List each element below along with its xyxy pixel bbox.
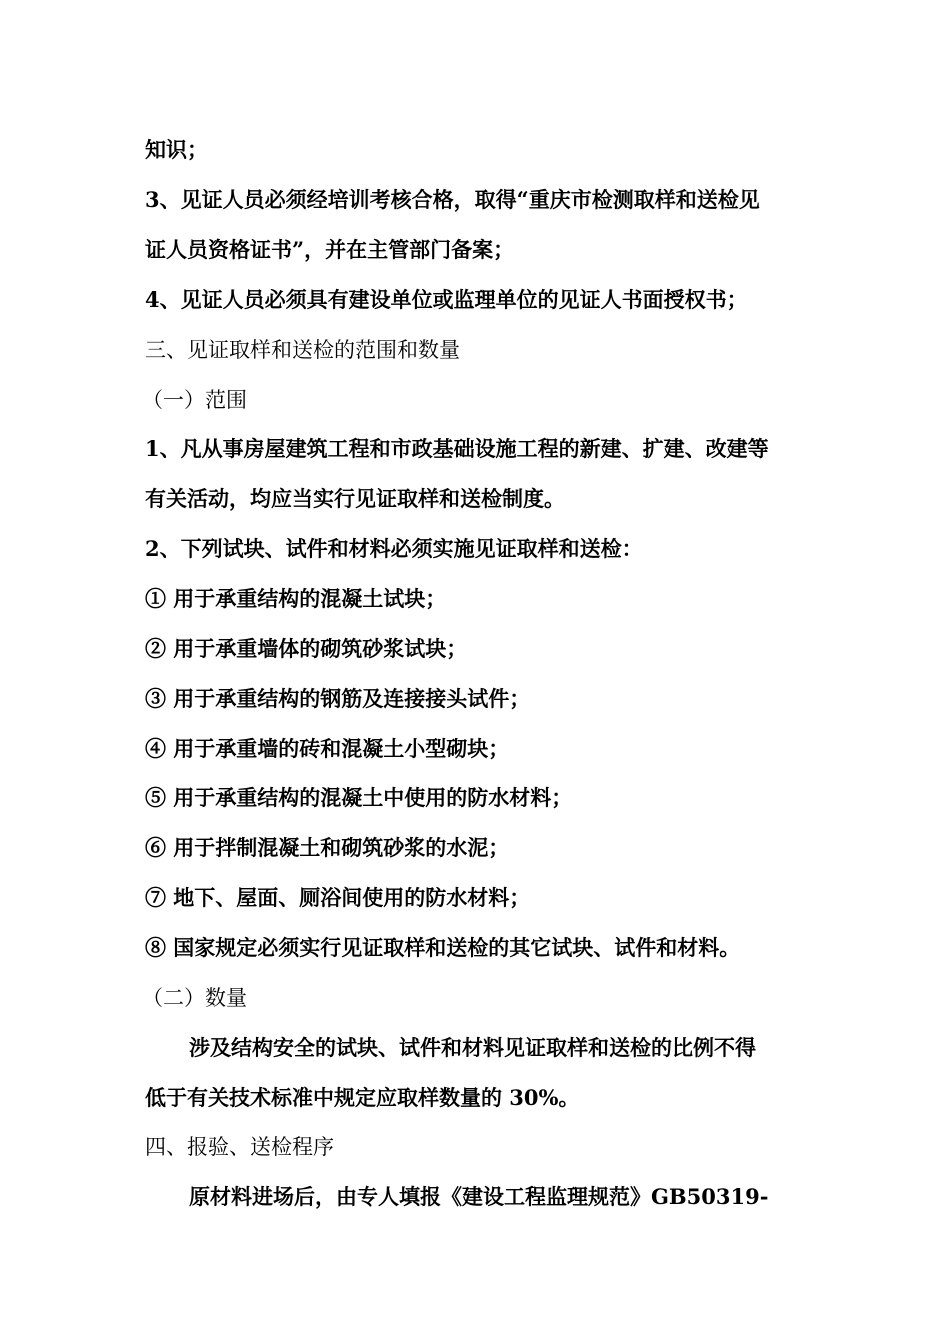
list-item: ③ 用于承重结构的钢筋及连接接头试件； <box>145 686 531 711</box>
list-item: ⑧ 国家规定必须实行见证取样和送检的其它试块、试件和材料。 <box>145 935 741 960</box>
paragraph-line: 证人员资格证书”，并在主管部门备案； <box>145 237 515 262</box>
paragraph-line: 3、见证人员必须经培训考核合格，取得“重庆市检测取样和送检见 <box>145 187 760 212</box>
section-heading: 四、报验、送检程序 <box>145 1135 334 1159</box>
list-item: ① 用于承重结构的混凝土试块； <box>145 586 447 611</box>
list-item: ⑤ 用于承重结构的混凝土中使用的防水材料； <box>145 785 573 810</box>
paragraph-line: 原材料进场后，由专人填报《建设工程监理规范》GB50319- <box>189 1184 769 1209</box>
paragraph-line: 涉及结构安全的试块、试件和材料见证取样和送检的比例不得 <box>189 1035 756 1060</box>
list-item: ④ 用于承重墙的砖和混凝土小型砌块； <box>145 736 510 761</box>
section-heading: 三、见证取样和送检的范围和数量 <box>145 338 460 362</box>
list-item: ⑦ 地下、屋面、厕浴间使用的防水材料； <box>145 885 531 910</box>
paragraph-line: 4、见证人员必须具有建设单位或监理单位的见证人书面授权书； <box>145 287 748 312</box>
paragraph-line: 低于有关技术标准中规定应取样数量的 30%。 <box>145 1085 580 1110</box>
paragraph-line: 有关活动，均应当实行见证取样和送检制度。 <box>145 486 565 511</box>
paragraph-line: 1、凡从事房屋建筑工程和市政基础设施工程的新建、扩建、改建等 <box>145 436 769 461</box>
subsection-heading: （二）数量 <box>142 986 247 1010</box>
list-item: ② 用于承重墙体的砌筑砂浆试块； <box>145 636 468 661</box>
paragraph-line: 知识； <box>145 137 208 162</box>
subsection-heading: （一）范围 <box>142 388 247 412</box>
list-item: ⑥ 用于拌制混凝土和砌筑砂浆的水泥； <box>145 835 510 860</box>
paragraph-line: 2、下列试块、试件和材料必须实施见证取样和送检： <box>145 536 643 561</box>
